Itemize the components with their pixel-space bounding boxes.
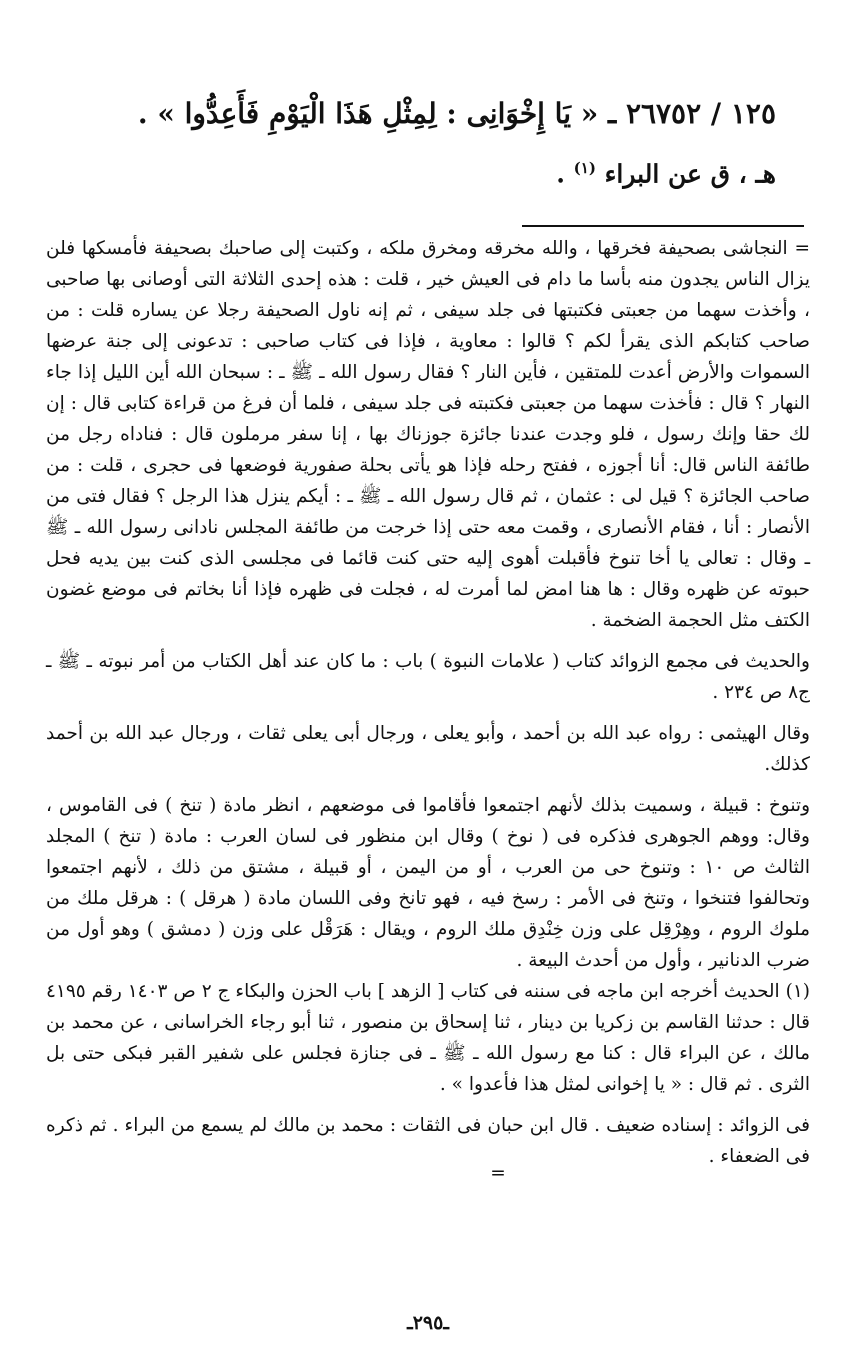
footnote-separator xyxy=(522,225,804,227)
footnote-tanukh-definition: وتنوخ : قبيلة ، وسميت بذلك لأنهم اجتمعوا فأقاموا فى موضعهم ، انظر مادة ( تنخ ) فى القاموس ، وقال: ووهم الجوهرى فذكره فى ( نوخ ) وقال ابن منظور فى لسان العرب : مادة ( تنخ ) المجلد الثالث ص ١٠ : وتنوخ حى من العرب ، أو من اليمن ، أو قبيلة ، مشتق من ذلك ، لأنهم اجتمعوا وتحالفوا فتنخوا ، وتنخ فى الأمر : رسخ فيه ، فهو تانخ وفى اللسان مادة ( هرقل ) : هرقل ملك من ملوك الروم ، وهِرْقِل على وزن خِنْدِق ملك الروم ، ويقال : هَرَقْل على وزن ( دمشق ) وهو أول من ضرب الدنانير ، وأول من أحدث البيعة . xyxy=(46,795,810,971)
hadith-source: هـ ، ق عن البراء xyxy=(604,159,776,189)
footnote-zawaid-grading: فى الزوائد : إسناده ضعيف . قال ابن حبان فى الثقات : محمد بن مالك لم يسمع من البراء . ثم ذكره فى الضعفاء . xyxy=(46,1115,810,1167)
footnote-majma-reference: والحديث فى مجمع الزوائد كتاب ( علامات النبوة ) باب : ما كان عند أهل الكتاب من أمر نبوته ـ ﷺ ـ ج٨ ص ٢٣٤ . xyxy=(46,651,810,703)
footnote-haythami-grading: وقال الهيثمى : رواه عبد الله بن أحمد ، وأبو يعلى ، ورجال أبى يعلى ثقات ، ورجال عبد الله بن أحمد كذلك. xyxy=(46,723,810,775)
hadith-source-end: . xyxy=(556,159,565,189)
hadith-source-line xyxy=(76,148,776,194)
footnote-1-ibn-majah: (١) الحديث أخرجه ابن ماجه فى سننه فى كتاب [ الزهد ] باب الحزن والبكاء ج ٢ ص ١٤٠٣ رقم ٤١٩٥ قال : حدثنا القاسم بن زكريا بن دينار ، ثنا إسحاق بن منصور ، ثنا أبو رجاء الخراسانى ، عن محمد بن مالك ، عن البراء قال : كنا مع رسول الله ـ ﷺ ـ فى جنازة فجلس على شفير القبر فبكى حتى بل الثرى . ثم قال : « يا إخوانى لمثل هذا فأعدوا » . xyxy=(46,981,810,1095)
hadith-text: ١٢٥ / ٢٦٧٥٢ ـ « يَا إِخْوَانِى : لِمِثْلِ هَذَا الْيَوْمِ فَأَعِدُّوا » . xyxy=(137,97,776,130)
footnote-marker: (١) xyxy=(573,159,596,177)
footnotes xyxy=(46,233,810,1184)
hadith-heading xyxy=(76,92,776,136)
footnote-continued-story: = النجاشى بصحيفة فخرقها ، والله مخرقه ومخرق ملكه ، وكتبت إلى صاحبك بصحيفة فأمسكها فلن يزال الناس يجدون منه بأسا ما دام فى العيش خير ، قلت : هذه إحدى الثلاثة التى أوصانى بها صاحبى ، وأخذت سهما من جعبتى فكتبتها فى جلد سيفى ، ثم إنه ناول الصحيفة رجلا عن يساره قلت : من صاحب كتابكم الذى يقرأ لكم ؟ قالوا : معاوية ، فإذا فى كتاب صاحبى : تدعونى إلى جنة عرضها السموات والأرض أعدت للمتقين ، فأين النار ؟ فقال رسول الله ـ ﷺ ـ : سبحان الله أين الليل إذا جاء النهار ؟ قال : فأخذت سهما من جعبتى فكتبته فى جلد سيفى ، فلما أن فرغ من قراءة كتابى قال : إن لك حقا وإنك رسول ، فلو وجدت عندنا جائزة جوزناك بها ، إنا سفر مرملون قال : فناداه رجل من طائفة الناس قال: أنا أجوزه ، ففتح رحله فإذا هو يأتى بحلة صفورية فوضعها فى حجرى ، قلت : من صاحب الجائزة ؟ قيل لى : عثمان ، ثم قال رسول الله ـ ﷺ ـ : أيكم ينزل هذا الرجل ؟ فقال فتى من الأنصار : أنا ، فقام الأنصارى ، وقمت معه حتى إذا خرجت من طائفة المجلس نادانى رسول الله ـ ﷺ ـ وقال : تعالى يا أخا تنوخ فأقبلت أهوى إليه حتى كنت قائما فى مجلسى الذى كنت بين يديه فحل حبوته عن ظهره وقال : ها هنا امض لما أمرت له ، فجلت فى ظهره فإذا أنا بخاتم فى موضع غضون الكتف مثل الحجمة الضخمة . xyxy=(46,238,810,631)
continuation-mark: = xyxy=(490,1163,506,1184)
page-number: ـ٢٩٥ـ xyxy=(407,1312,449,1334)
